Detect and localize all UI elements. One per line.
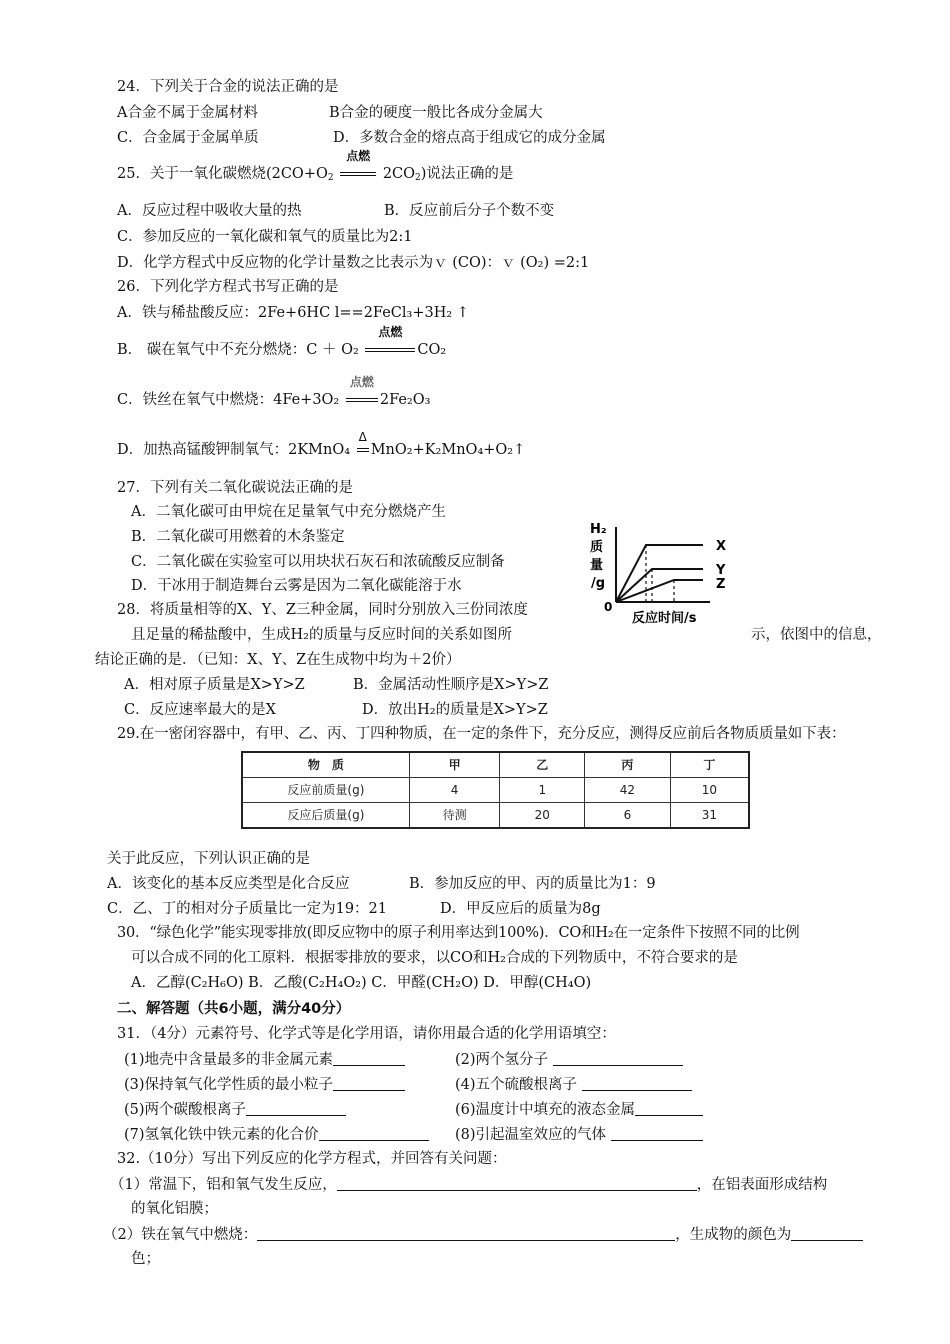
chart-ylabel-part1: H₂ [590,522,607,537]
series-z-label: Z [716,577,726,592]
table-cell: 4 [409,778,500,803]
q31-item-1: (1)地壳中含量最多的非金属元素 [124,1052,405,1068]
q25-option-a: A．反应过程中吸收大量的热 [117,203,302,219]
series-y-label: Y [716,563,726,578]
q32-stem: 32.（10分）写出下列反应的化学方程式，并回答有关问题： [117,1151,507,1167]
table-cell: 42 [585,778,671,803]
q28-line3: 结论正确的是．（已知：X、Y、Z在生成物中均为＋2价） [95,652,461,668]
table-cell: 反应后质量(g) [242,803,409,829]
q29-option-a: A．该变化的基本反应类型是化合反应 [107,876,350,892]
q31-item-8: (8)引起温室效应的气体 [455,1127,703,1143]
q32-part2: （2）铁在氧气中燃烧： ，生成物的颜色为 [103,1227,863,1243]
reaction-condition: 点燃 [346,393,378,408]
table-header: 甲 [409,752,500,778]
table-cell: 31 [670,803,749,829]
q24-option-d: D．多数合金的熔点高于组成它的成分金属 [333,130,606,146]
answer-blank[interactable] [791,1227,863,1241]
q31-item-6: (6)温度计中填充的液态金属 [455,1102,703,1118]
q29-after: 关于此反应，下列认识正确的是 [107,851,310,867]
q28-line2-right: 示，依图中的信息， [751,627,882,643]
table-cell: 待测 [409,803,500,829]
q32-part1-line2: 的氧化铝膜； [131,1201,218,1217]
q27-option-b: B．二氧化碳可用燃着的木条鉴定 [131,529,345,545]
table-header: 丙 [585,752,671,778]
series-x-line [616,545,703,602]
q30-line1: 30．“绿色化学”能实现零排放(即反应物中的原子利用率达到100%)．CO和H₂在一定条件下按照不同的比例 [117,925,800,941]
mass-table [241,751,750,829]
q26-option-a: A．铁与稀盐酸反应：2Fe+6HC l==2FeCl₃+3H₂ ↑ [117,305,469,321]
hydrogen-mass-chart [588,517,748,627]
q29-stem: 29.在一密闭容器中，有甲、乙、丙、丁四种物质，在一定的条件下，充分反应，测得反应前后各物质质量如下表： [117,726,846,742]
q31-item-7: (7)氢氧化铁中铁元素的化合价 [124,1127,429,1143]
q30-options: A．乙醇(C₂H₆O) B．乙酸(C₂H₄O₂) C．甲醛(CH₂O) D．甲醇(CH₄O) [131,975,592,991]
table-header: 丁 [670,752,749,778]
reaction-condition: 点燃 [340,167,376,182]
q31-item-4: (4)五个硫酸根离子 [455,1077,692,1093]
table-header: 乙 [500,752,585,778]
chart-origin-label: 0 [604,600,613,614]
q25-option-b: B．反应前后分子个数不变 [384,203,555,219]
chart-ylabel-part2: 质 [590,540,604,555]
answer-blank[interactable] [553,1052,683,1066]
q24-option-c: C．合金属于金属单质 [117,130,259,146]
q25-option-d: D．化学方程式中反应物的化学计量数之比表示为ｖ (CO)：ｖ (O₂) =2:1 [117,255,590,271]
answer-blank[interactable] [337,1177,697,1191]
answer-blank[interactable] [611,1127,703,1141]
q31-item-3: (3)保持氧气化学性质的最小粒子 [124,1077,405,1093]
table-cell: 6 [585,803,671,829]
q28-line2-left: 且足量的稀盐酸中，生成H₂的质量与反应时间的关系如图所 [131,627,512,643]
q27-option-c: C．二氧化碳在实验室可以用块状石灰石和浓硫酸反应制备 [131,554,505,570]
chart-ylabel-part4: /g [591,576,606,591]
table-row [242,778,749,803]
q24-option-a: A合金不属于金属材料 [117,105,258,121]
table-cell: 反应前质量(g) [242,778,409,803]
answer-blank[interactable] [319,1127,429,1141]
q28-option-a: A．相对原子质量是X>Y>Z [124,677,305,693]
answer-blank[interactable] [257,1227,675,1241]
q26-option-d: D．加热高锰酸钾制氧气：2KMnO₄ Δ MnO₂+K₂MnO₄+O₂↑ [117,430,526,458]
q27-stem: 27．下列有关二氧化碳说法正确的是 [117,480,353,496]
table-cell: 1 [500,778,585,803]
q29-option-b: B．参加反应的甲、丙的质量比为1：9 [409,876,656,892]
reaction-condition: 点燃 [365,343,415,358]
q27-option-d: D．干冰用于制造舞台云雾是因为二氧化碳能溶于水 [131,578,462,594]
q32-part1: （1）常温下，铝和氧气发生反应， ，在铝表面形成结构 [110,1177,828,1193]
q31-item-5: (5)两个碳酸根离子 [124,1102,346,1118]
q24-option-b: B合金的硬度一般比各成分金属大 [329,105,543,121]
q29-option-d: D．甲反应后的质量为8g [440,901,601,917]
q25-stem: 25．关于一氧化碳燃烧($2CO+O_2$ 点燃 $2CO_2$)说法正确的是 [117,149,514,183]
table-header-row [242,752,749,778]
q28-option-c: C．反应速率最大的是X [124,702,276,718]
q24-stem: 24．下列关于合金的说法正确的是 [117,79,339,95]
q29-option-c: C．乙、丁的相对分子质量比一定为19：21 [107,901,387,917]
answer-blank[interactable] [333,1052,405,1066]
q28-option-d: D．放出H₂的质量是X>Y>Z [362,702,548,718]
table-header: 物 质 [242,752,409,778]
q26-option-b: B． 碳在氧气中不充分燃烧：C ＋ O₂ 点燃 CO₂ [117,325,447,358]
chart-ylabel-part3: 量 [590,558,604,573]
q26-stem: 26．下列化学方程式书写正确的是 [117,279,339,295]
answer-blank[interactable] [582,1077,692,1091]
q31-stem: 31．（4分）元素符号、化学式等是化学用语，请你用最合适的化学用语填空： [117,1026,616,1042]
table-row [242,803,749,829]
q27-option-a: A．二氧化碳可由甲烷在足量氧气中充分燃烧产生 [131,504,446,520]
q31-item-2: (2)两个氢分子 [455,1052,683,1068]
section-heading: 二、解答题（共6小题，满分40分） [117,1001,351,1017]
series-x-label: X [716,539,727,554]
q28-option-b: B．金属活动性顺序是X>Y>Z [353,677,549,693]
q28-line1: 28．将质量相等的X、Y、Z三种金属，同时分别放入三份同浓度 [117,602,528,618]
answer-blank[interactable] [635,1102,703,1116]
table-cell: 20 [500,803,585,829]
q25-option-c: C．参加反应的一氧化碳和氧气的质量比为2:1 [117,229,413,245]
q32-part2-line2: 色； [131,1251,160,1267]
answer-blank[interactable] [333,1077,405,1091]
reaction-condition: Δ [357,443,369,458]
table-cell: 10 [670,778,749,803]
chart-xlabel: 反应时间/s [632,611,697,626]
q26-option-c: C．铁丝在氧气中燃烧：4Fe+3O₂ 点燃 2Fe₂O₃ [117,375,431,408]
answer-blank[interactable] [246,1102,346,1116]
q30-line2: 可以合成不同的化工原料．根据零排放的要求，以CO和H₂合成的下列物质中，不符合要求的是 [131,950,738,966]
